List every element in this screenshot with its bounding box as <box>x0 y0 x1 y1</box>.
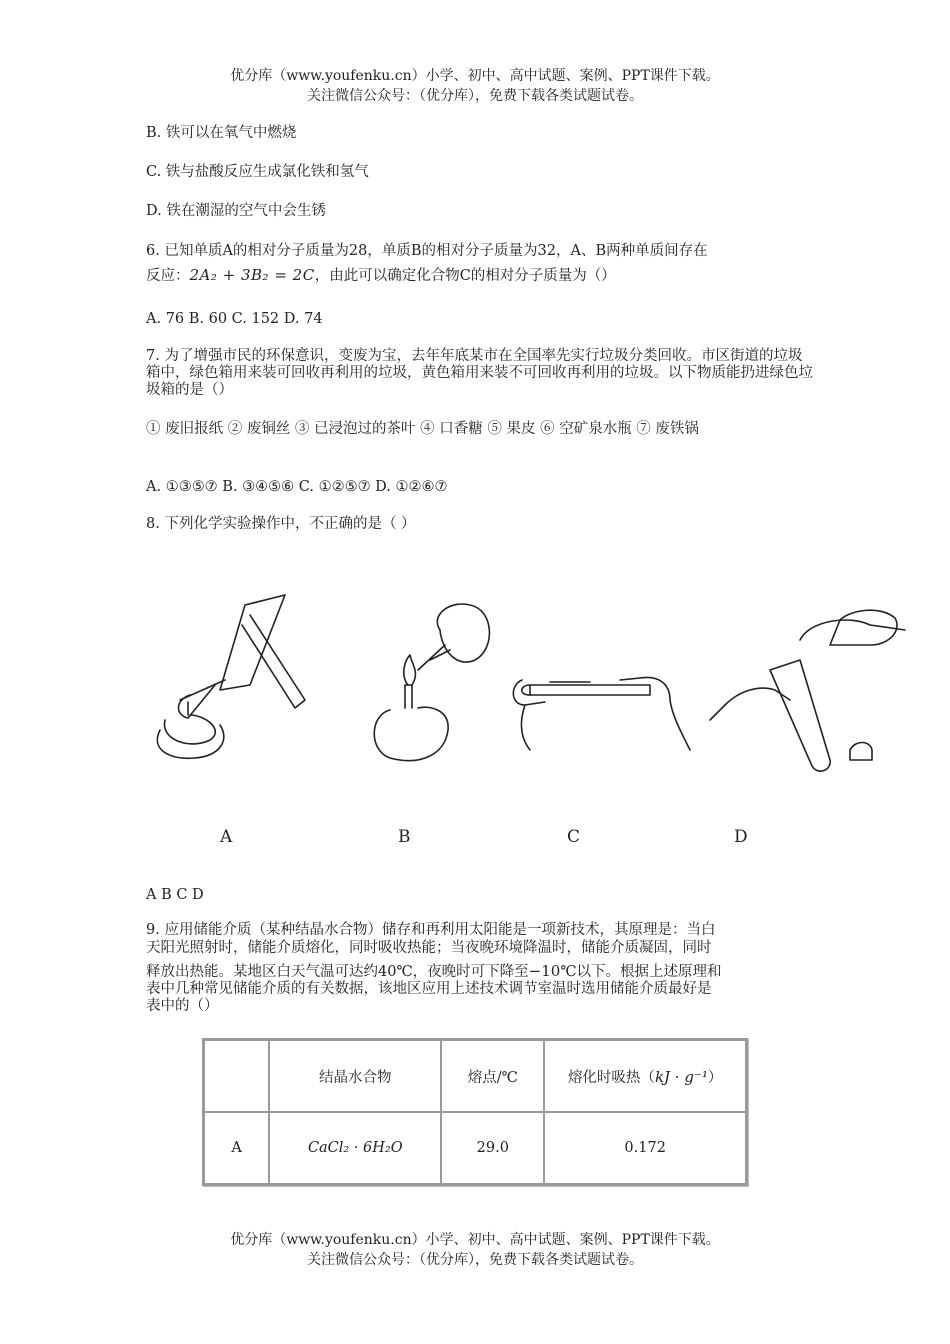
q8-stem: 8. 下列化学实验操作中，不正确的是（ ） <box>146 516 416 532</box>
q6-stem-suffix: ，由此可以确定化合物C的相对分子质量为（） <box>314 268 616 284</box>
table-header-compound: 结晶水合物 <box>269 1040 441 1112</box>
figure-label-d: D <box>734 827 748 847</box>
q9-stem-line2: 天阳光照射时，储能介质熔化，同时吸收热能；当夜晚环境降温时，储能介质凝固，同时 <box>146 940 712 956</box>
q7-options: A. ①③⑤⑦ B. ③④⑤⑥ C. ①②⑤⑦ D. ①②⑥⑦ <box>146 479 448 495</box>
table-header-heat-unit: kJ · g⁻¹ <box>654 1067 708 1086</box>
table-header-heat-close: ） <box>707 1069 723 1086</box>
storage-media-table <box>202 1038 748 1186</box>
figure-a-heating-tube <box>157 595 305 758</box>
q9-stem-line1: 9. 应用储能介质（某种结晶水合物）储存和再利用太阳能是一项新技术，其原理是：当白 <box>146 922 716 938</box>
table-header-melting: 熔点/℃ <box>441 1040 544 1112</box>
table-header-row <box>204 1040 746 1112</box>
header-line-1: 优分库（www.youfenku.cn）小学、初中、高中试题、案例、PPT课件下载。 <box>230 68 720 84</box>
q6-options: A. 76 B. 60 C. 152 D. 74 <box>146 311 323 327</box>
q9-stem-line3-a: 释放出热能。某地区白天气温可达约40℃，夜晚时可下降至 <box>146 964 529 980</box>
footer-line-2: 关注微信公众号：（优分库），免费下载各类试题试卷。 <box>307 1252 643 1268</box>
q9-temp-value: −10 <box>528 962 561 980</box>
figure-c-hands-tube <box>513 677 690 750</box>
q7-items: ① 废旧报纸 ② 废铜丝 ③ 已浸泡过的茶叶 ④ 口香糖 ⑤ 果皮 ⑥ 空矿泉水瓶 ⑦ 废铁锅 <box>146 421 699 437</box>
table-header-heat-label: 熔化时吸热（ <box>567 1069 655 1086</box>
q5-option-c: C. 铁与盐酸反应生成氯化铁和氢气 <box>146 164 369 180</box>
table-header-heat <box>544 1040 746 1112</box>
q6-equation: 2A₂ + 3B₂ = 2C <box>189 266 315 284</box>
figure-label-c: C <box>567 827 581 847</box>
q5-option-b: B. 铁可以在氧气中燃烧 <box>146 125 297 141</box>
table-row-melting: 29.0 <box>441 1112 544 1184</box>
header-line-2: 关注微信公众号：（优分库），免费下载各类试题试卷。 <box>307 88 643 104</box>
q6-stem-line1: 6. 已知单质A的相对分子质量为28，单质B的相对分子质量为32，A、B两种单质间存在 <box>146 243 708 259</box>
q8-figure <box>150 590 920 860</box>
q9-stem-line5: 表中的（） <box>146 998 219 1014</box>
q8-options: A B C D <box>146 887 204 903</box>
q7-stem: 7. 为了增强市民的环保意识，变废为宝，去年年底某市在全国率先实行垃圾分类回收。市区街道的垃圾箱中，绿色箱用来装可回收再利用的垃圾，黄色箱用来装不可回收再利用的垃圾。以下物质能扔进绿色垃圾箱的是（） <box>146 348 813 398</box>
table-row <box>204 1112 746 1184</box>
figure-label-b: B <box>398 827 411 847</box>
q9-stem-line3-b: ℃以下。根据上述原理和 <box>560 964 722 980</box>
table-row-heat: 0.172 <box>544 1112 746 1184</box>
q9-stem-line3 <box>146 962 816 981</box>
table-row-compound: CaCl₂ · 6H₂O <box>269 1112 441 1184</box>
figure-b-lamp-lighting <box>374 604 489 761</box>
q6-stem-line2 <box>146 266 816 285</box>
page-footer <box>0 1230 950 1270</box>
figure-label-a: A <box>220 827 233 847</box>
table-row-label: A <box>204 1112 269 1184</box>
table-header-blank <box>204 1040 269 1112</box>
q6-stem-prefix: 反应： <box>146 268 190 284</box>
footer-line-1: 优分库（www.youfenku.cn）小学、初中、高中试题、案例、PPT课件下载。 <box>230 1232 720 1248</box>
page-header <box>0 66 950 106</box>
figure-d-pouring <box>710 610 905 771</box>
q5-option-d: D. 铁在潮湿的空气中会生锈 <box>146 203 326 219</box>
q9-stem-line4: 表中几种常见储能介质的有关数据，该地区应用上述技术调节室温时选用储能介质最好是 <box>146 981 712 997</box>
